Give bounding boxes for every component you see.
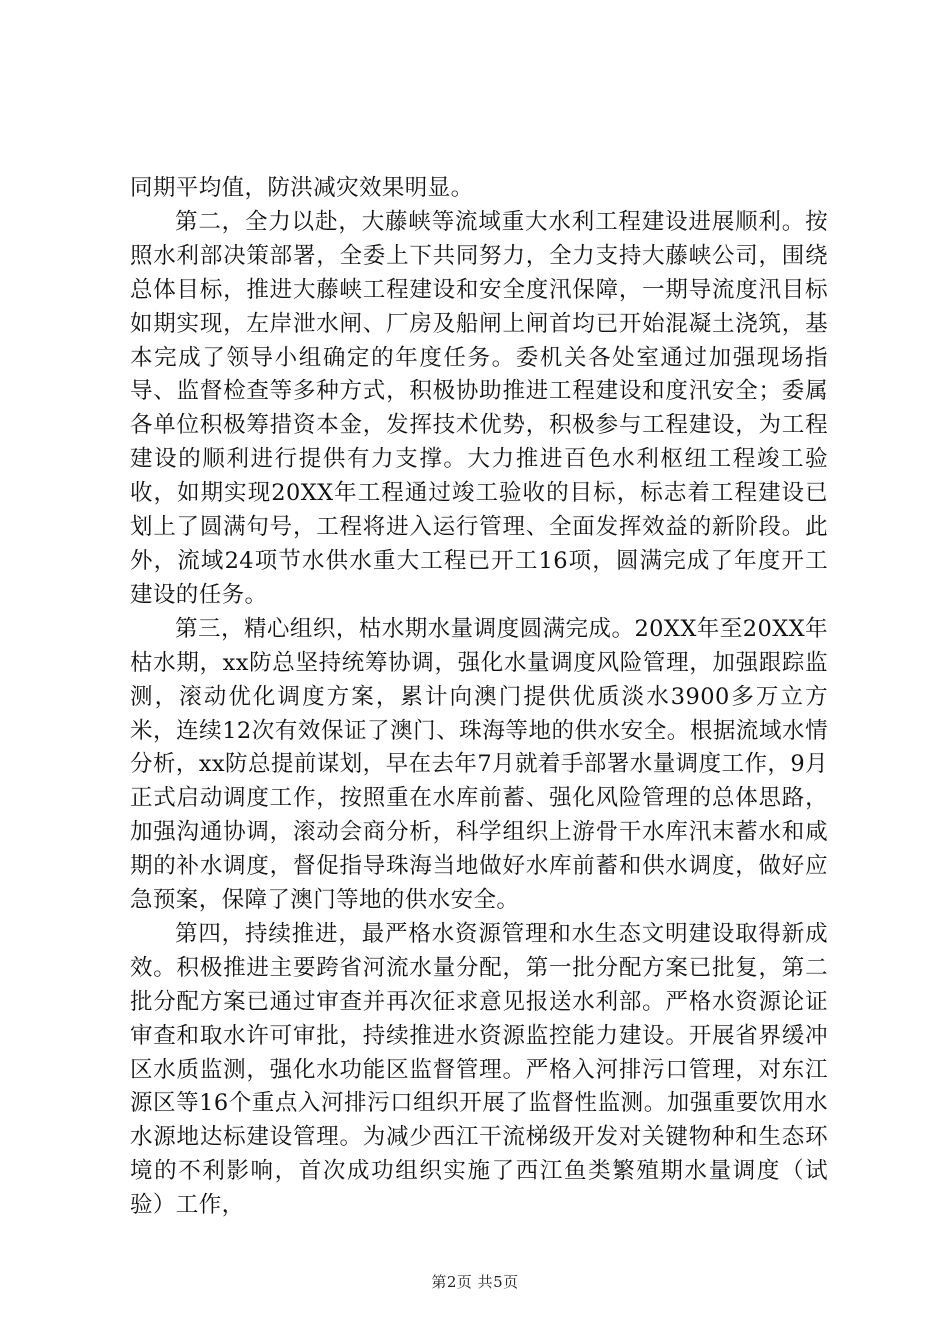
paragraph-third-point: 第三，精心组织，枯水期水量调度圆满完成。20XX年至20XX年枯水期，xx防总坚持统筹协调，强化水量调度风险管理，加强跟踪监测，滚动优化调度方案，累计向澳门提供优质淡水3900多万立方米，连续12次有效保证了澳门、珠海等地的供水安全。根据流域水情分析，xx防总提前谋划，早在去年7月就着手部署水量调度工作，9月正式启动调度工作，按照重在水库前蓄、强化风险管理的总体思路，加强沟通协调，滚动会商分析，科学组织上游骨干水库汛末蓄水和咸期的补水调度，督促指导珠海当地做好水库前蓄和供水调度，做好应急预案，保障了澳门等地的供水安全。 <box>130 615 828 914</box>
paragraph-fourth-point: 第四，持续推进，最严格水资源管理和水生态文明建设取得新成效。积极推进主要跨省河流水量分配，第一批分配方案已批复，第二批分配方案已通过审查并再次征求意见报送水利部。严格水资源论证审查和取水许可审批，持续推进水资源监控能力建设。开展省界缓冲区水质监测，强化水功能区监督管理。严格入河排污口管理，对东江源区等16个重点入河排污口组织开展了监督性监测。加强重要饮用水水源地达标建设管理。为减少西江干流梯级开发对关键物种和生态环境的不利影响，首次成功组织实施了西江鱼类繁殖期水量调度（试验）工作， <box>130 920 828 1219</box>
paragraph-continuation: 同期平均值，防洪减灾效果明显。 <box>130 175 474 201</box>
paragraph-second-point: 第二，全力以赴，大藤峡等流域重大水利工程建设进展顺利。按照水利部决策部署，全委上下共同努力，全力支持大藤峡公司，围绕总体目标，推进大藤峡工程建设和安全度汛保障，一期导流度汛目标如期实现，左岸泄水闸、厂房及船闸上闸首均已开始混凝土浇筑，基本完成了领导小组确定的年度任务。委机关各处室通过加强现场指导、监督检查等多种方式，积极协助推进工程建设和度汛安全；委属各单位积极筹措资本金，发挥技术优势，积极参与工程建设，为工程建设的顺利进行提供有力支撑。大力推进百色水利枢纽工程竣工验收，如期实现20XX年工程通过竣工验收的目标，标志着工程建设已划上了圆满句号，工程将进入运行管理、全面发挥效益的新阶段。此外，流域24项节水供水重大工程已开工16项，圆满完成了年度开工建设的任务。 <box>130 208 828 608</box>
document-body <box>130 172 828 1223</box>
page-number-label: 第2页 共5页 <box>431 1273 519 1291</box>
page-footer <box>0 1271 950 1292</box>
